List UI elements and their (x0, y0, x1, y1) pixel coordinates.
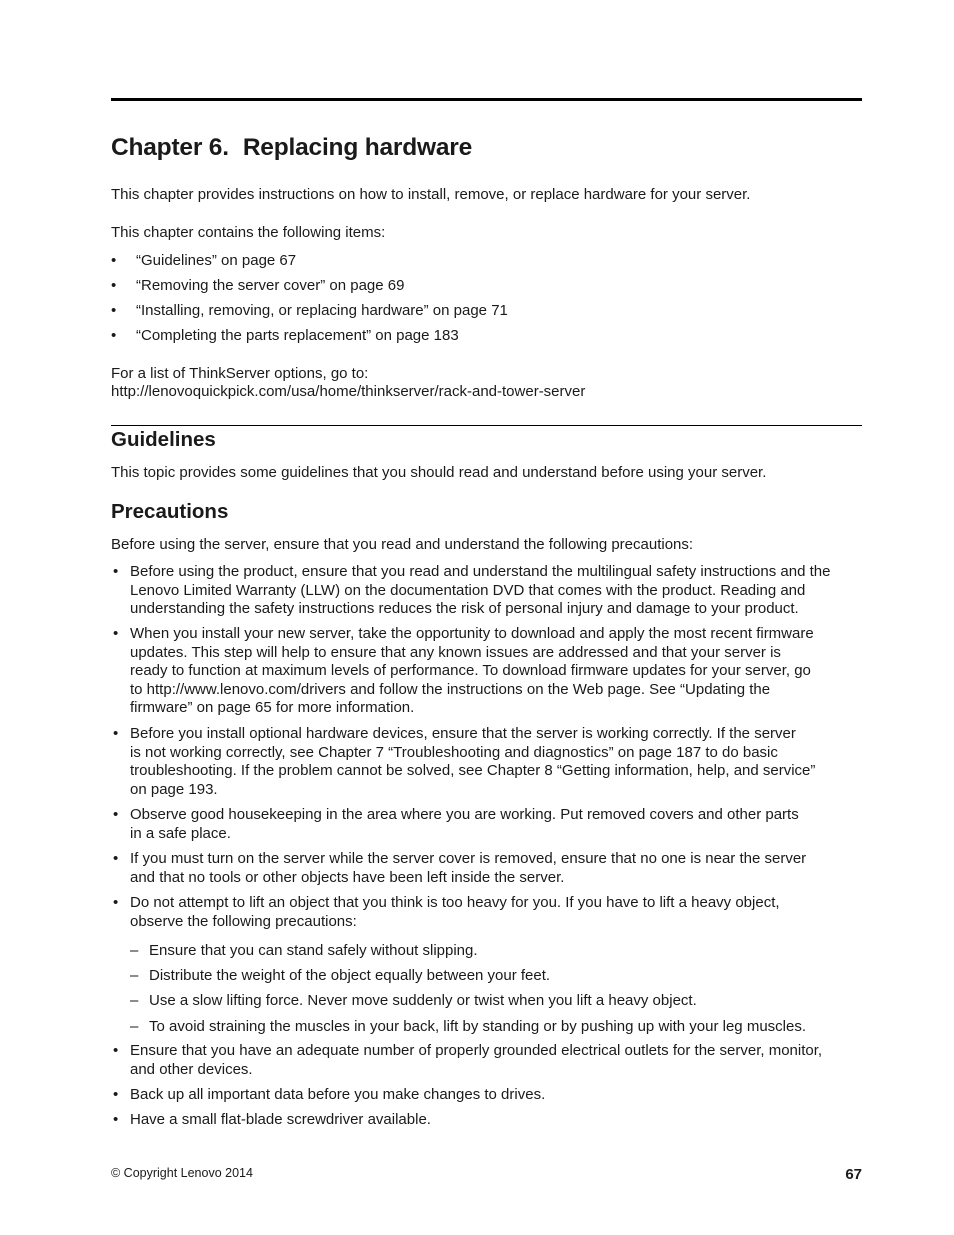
bullet-icon: • (113, 563, 119, 580)
bullet-icon: • (111, 277, 117, 294)
text-line: on page 193. (130, 780, 218, 798)
intro-paragraph: This chapter provides instructions on how to install, remove, or replace hardware for your server. (111, 186, 751, 203)
text-line: Observe good housekeeping in the area where you are working. Put removed covers and other parts (130, 806, 799, 823)
text-line: Lenovo Limited Warranty (LLW) on the documentation DVD that comes with the product. Reading and (130, 581, 806, 599)
options-url-link[interactable]: http://lenovoquickpick.com/usa/home/thinkserver/rack-and-tower-server (111, 383, 586, 400)
guidelines-heading: Guidelines (111, 428, 216, 451)
precautions-intro: Before using the server, ensure that you read and understand the following precautions: (111, 536, 694, 553)
text-line: Have a small flat-blade screwdriver available. (130, 1111, 431, 1128)
text-line: and other devices. (130, 1060, 253, 1078)
text-line: and that no tools or other objects have been left inside the server. (130, 868, 565, 886)
contents-intro: This chapter contains the following items: (111, 224, 386, 241)
bullet-icon: • (113, 850, 119, 867)
text-line: Ensure that you have an adequate number of properly grounded electrical outlets for the server, monitor, (130, 1042, 823, 1059)
bullet-icon: • (113, 1042, 119, 1059)
bullet-icon: • (111, 302, 117, 319)
text-line: Back up all important data before you make changes to drives. (130, 1086, 546, 1103)
bullet-icon: • (113, 806, 119, 823)
document-page (111, 0, 862, 1235)
bullet-icon: • (113, 725, 119, 742)
bullet-icon: • (113, 894, 119, 911)
text-line: observe the following precautions: (130, 912, 357, 930)
lift-step-text: To avoid straining the muscles in your back, lift by standing or by pushing up with your leg muscles. (149, 1018, 806, 1035)
text-line: understanding the safety instructions reduces the risk of personal injury and damage to your product. (130, 600, 799, 618)
footer-copyright: © Copyright Lenovo 2014 (111, 1166, 253, 1180)
dash-icon: – (130, 992, 139, 1009)
page-number: 67 (845, 1166, 862, 1183)
lift-step-text: Ensure that you can stand safely without slipping. (149, 942, 478, 959)
dash-icon: – (130, 1018, 139, 1035)
section-rule (111, 425, 862, 426)
text-line: firmware” on page 65 for more information. (130, 699, 415, 717)
chapter-number: Chapter 6. (111, 134, 229, 161)
text-line: Before using the product, ensure that you read and understand the multilingual safety instructions and the (130, 563, 831, 580)
text-line: to http://www.lenovo.com/drivers and follow the instructions on the Web page. See “Updating the (130, 680, 771, 698)
text-line: is not working correctly, see Chapter 7 “Troubleshooting and diagnostics” on page 187 to do basic (130, 743, 778, 761)
bullet-icon: • (111, 252, 117, 269)
bullet-icon: • (111, 327, 117, 344)
text-line: If you must turn on the server while the server cover is removed, ensure that no one is near the server (130, 850, 807, 867)
dash-icon: – (130, 967, 139, 984)
text-line: in a safe place. (130, 824, 231, 842)
bullet-icon: • (113, 1086, 119, 1103)
text-line: updates. This step will help to ensure that any known issues are addressed and that your server is (130, 643, 781, 661)
lift-step-text: Distribute the weight of the object equally between your feet. (149, 967, 551, 984)
chapter-name: Replacing hardware (242, 134, 473, 161)
list-item-link[interactable]: “Removing the server cover” on page 69 (136, 277, 405, 294)
bullet-icon: • (113, 625, 119, 642)
list-item-link[interactable]: “Completing the parts replacement” on page 183 (136, 327, 459, 344)
precautions-heading: Precautions (111, 500, 229, 523)
guidelines-text: This topic provides some guidelines that you should read and understand before using your server. (111, 464, 767, 481)
text-line: Do not attempt to lift an object that you think is too heavy for you. If you have to lift a heavy object, (130, 894, 780, 911)
text-line: Before you install optional hardware devices, ensure that the server is working correctly. If the server (130, 725, 796, 742)
options-intro: For a list of ThinkServer options, go to: (111, 365, 369, 382)
chapter-top-rule (111, 98, 862, 101)
text-line: ready to function at maximum levels of performance. To download firmware updates for your server, go (130, 662, 811, 680)
chapter-title (111, 134, 472, 162)
dash-icon: – (130, 942, 139, 959)
list-item-link[interactable]: “Installing, removing, or replacing hardware” on page 71 (136, 302, 508, 319)
bullet-icon: • (113, 1111, 119, 1128)
lift-step-text: Use a slow lifting force. Never move suddenly or twist when you lift a heavy object. (149, 992, 697, 1009)
text-line: When you install your new server, take the opportunity to download and apply the most recent firmware (130, 625, 814, 642)
text-line: troubleshooting. If the problem cannot be solved, see Chapter 8 “Getting information, help, and service” (130, 762, 816, 780)
list-item-link[interactable]: “Guidelines” on page 67 (136, 252, 297, 269)
